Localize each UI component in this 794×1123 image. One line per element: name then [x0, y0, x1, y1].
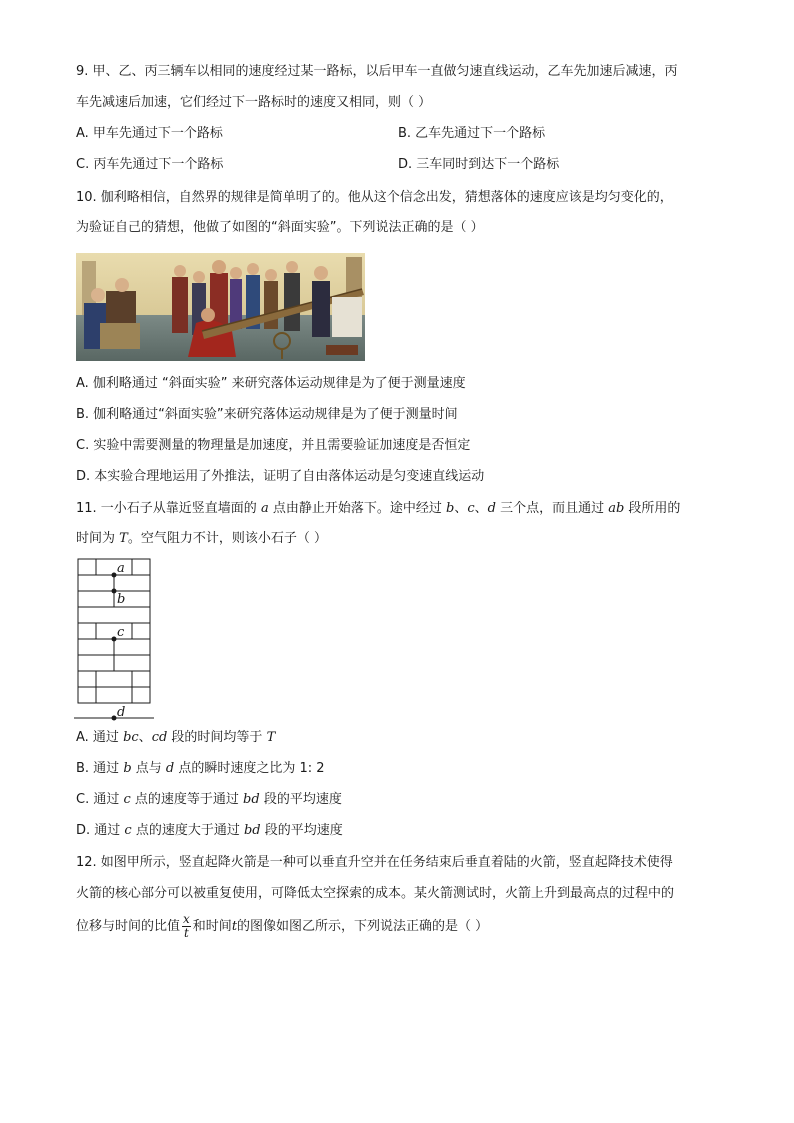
q9-option-b: B. 乙车先通过下一个路标 — [398, 126, 546, 141]
q10-option-a: A. 伽利略通过 “斜面实验” 来研究落体运动规律是为了便于测量速度 — [76, 376, 466, 391]
q10-option-d: D. 本实验合理地运用了外推法，证明了自由落体运动是匀变速直线运动 — [76, 469, 485, 484]
q9-stem-line2: 车先减速后加速，它们经过下一路标时的速度又相同，则（ ） — [76, 95, 432, 110]
q12-stem-line1: 12. 如图甲所示，竖直起降火箭是一种可以垂直升空并在任务结束后垂直着陆的火箭，竖直起降技术使得 — [76, 855, 673, 870]
point-b-label: b — [117, 592, 126, 607]
q12-stem-line2: 火箭的核心部分可以被重复使用，可降低太空探索的成本。某火箭测试时，火箭上升到最高点的过程中的 — [76, 886, 675, 901]
point-d-label: d — [117, 705, 126, 720]
q11-option-b: B. 通过 b 点与 d 点的瞬时速度之比为 1: 2 — [76, 761, 325, 776]
q9-stem-line1: 9. 甲、乙、丙三辆车以相同的速度经过某一路标，以后甲车一直做匀速直线运动，乙车先加速后减速，丙 — [76, 64, 678, 79]
q10-option-b: B. 伽利略通过“斜面实验”来研究落体运动规律是为了便于测量时间 — [76, 407, 458, 422]
galileo-inclined-plane-illustration — [76, 253, 365, 361]
x-over-t-fraction: $\frac{x}{t}$ — [183, 912, 190, 940]
q11-stem-line2: 时间为 T。空气阻力不计，则该小石子（ ） — [76, 531, 327, 546]
q11-stem-line1: 11. 一小石子从靠近竖直墙面的 a 点由静止开始落下。途中经过 b、c、d 三个点，而且通过 ab 段所用的 — [76, 501, 681, 516]
q10-option-c: C. 实验中需要测量的物理量是加速度，并且需要验证加速度是否恒定 — [76, 438, 471, 453]
q9-option-a: A. 甲车先通过下一个路标 — [76, 126, 223, 141]
q9-option-c: C. 丙车先通过下一个路标 — [76, 157, 224, 172]
q11-option-c: C. 通过 c 点的速度等于通过 bd 段的平均速度 — [76, 792, 342, 807]
q10-stem-line1: 10. 伽利略相信，自然界的规律是简单明了的。他从这个信念出发，猜想落体的速度应该是均匀变化的， — [76, 190, 673, 205]
q11-option-d: D. 通过 c 点的速度大于通过 bd 段的平均速度 — [76, 823, 343, 838]
point-c-label: c — [117, 625, 125, 640]
q11-option-a: A. 通过 bc、cd 段的时间均等于 T — [76, 730, 276, 745]
q10-stem-line2: 为验证自己的猜想，他做了如图的“斜面实验”。下列说法正确的是（ ） — [76, 220, 484, 235]
brick-wall-figure — [74, 557, 156, 722]
q9-option-d: D. 三车同时到达下一个路标 — [398, 157, 560, 172]
q12-stem-line3: 位移与时间的比值 $\frac{x}{t}$ 和时间t的图像如图乙所示，下列说法正确的是（ ） — [76, 912, 489, 940]
point-a-label: a — [117, 561, 125, 576]
